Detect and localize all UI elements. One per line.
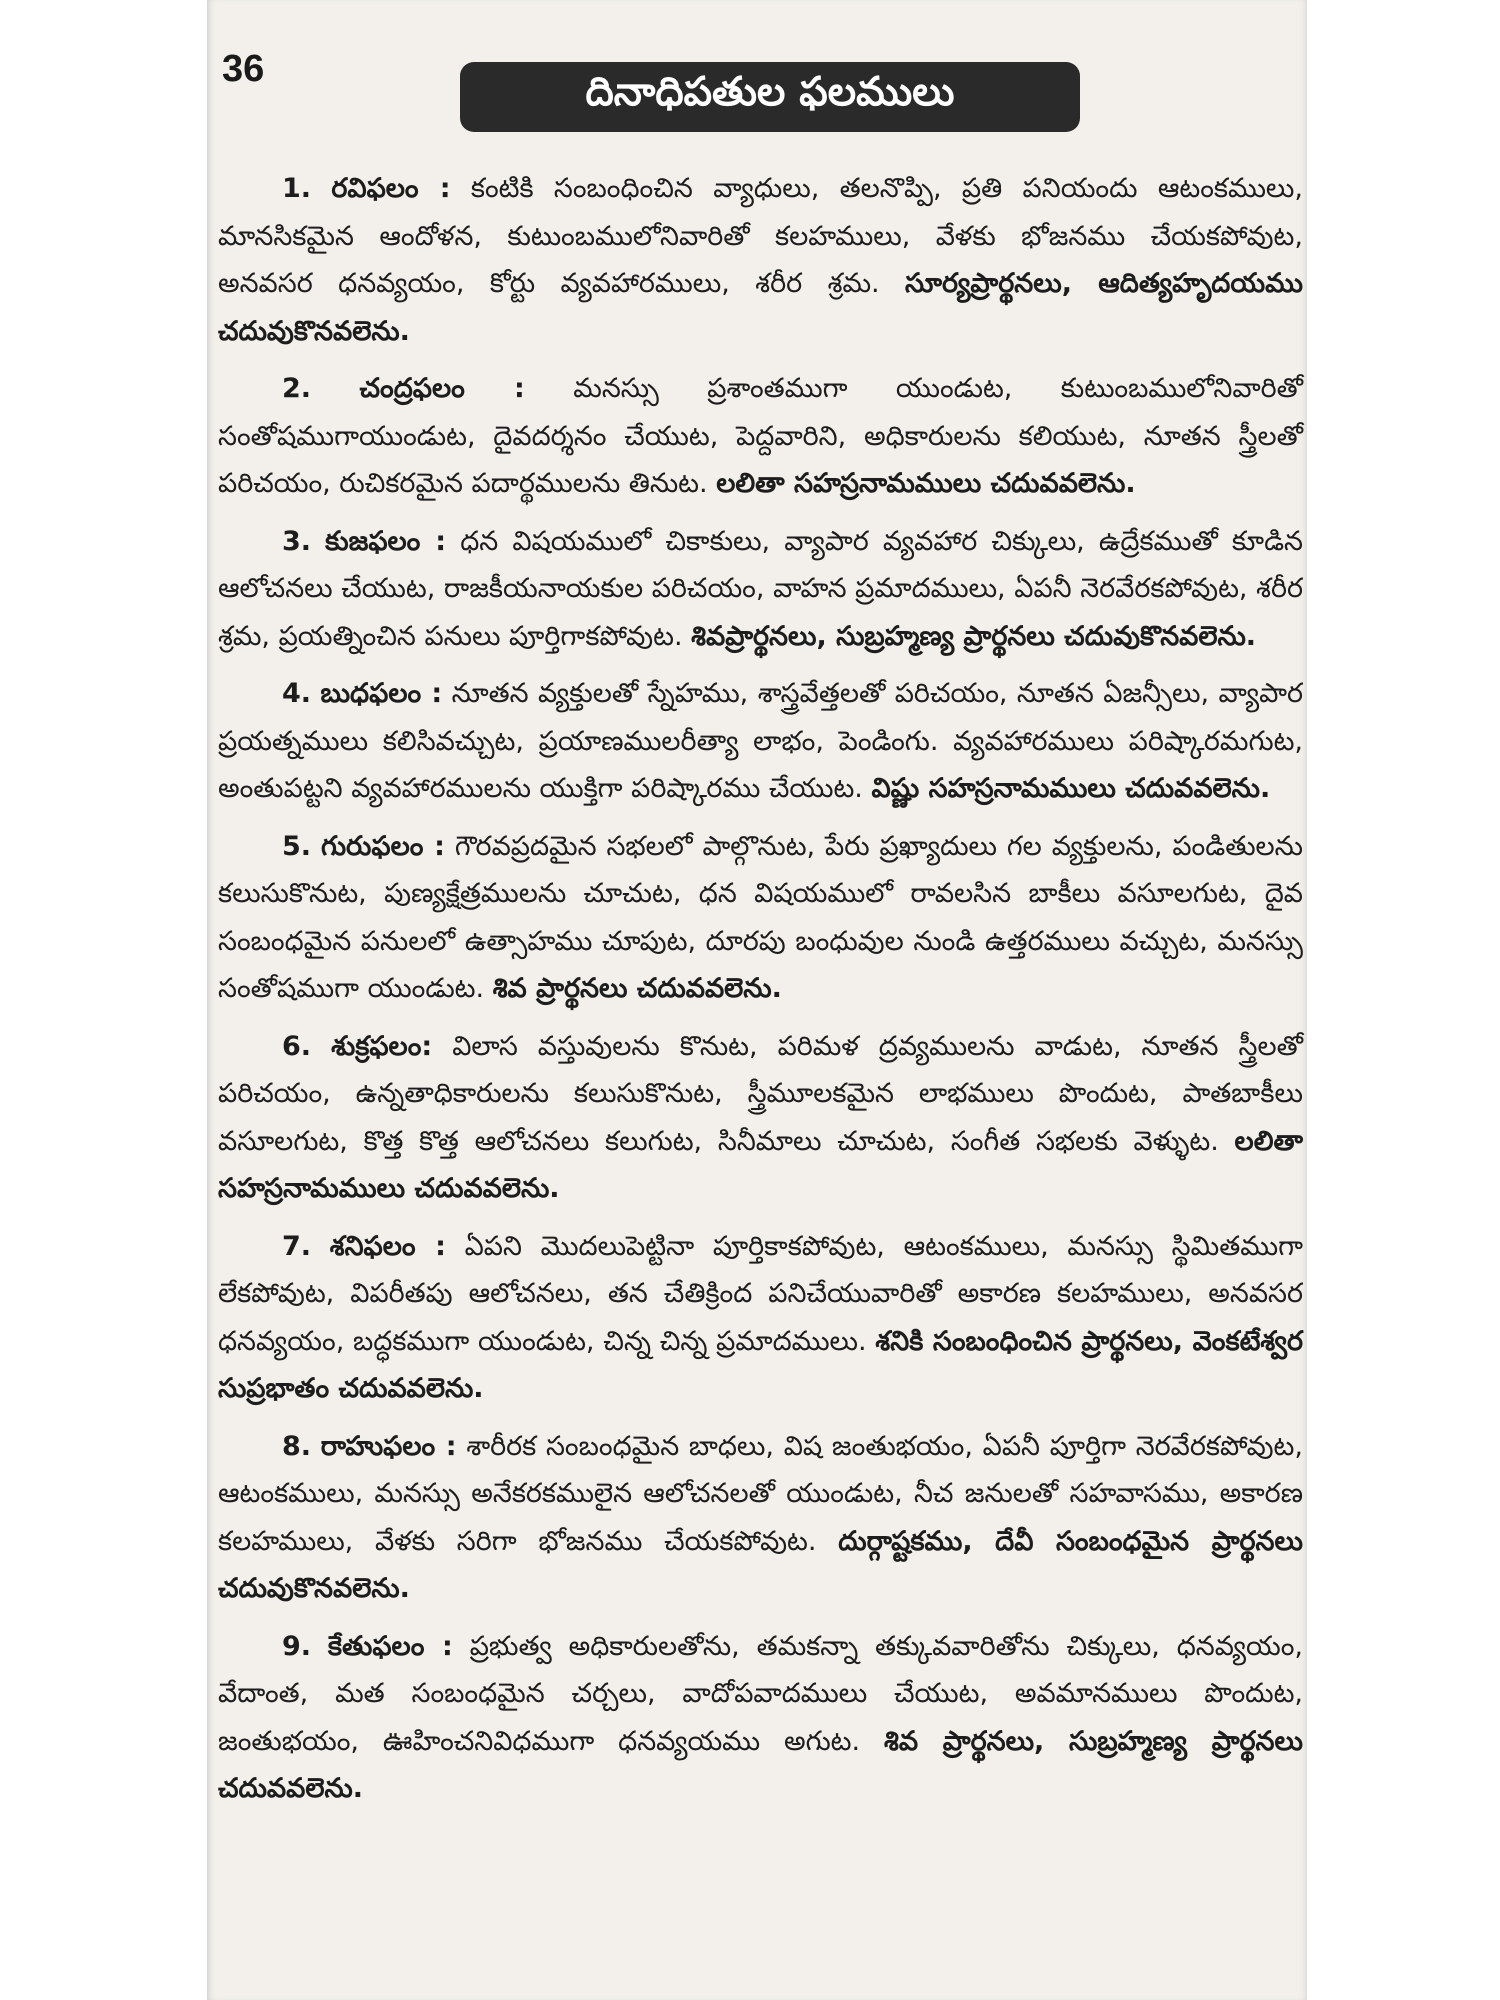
paragraph-text: నూతన వ్యక్తులతో స్నేహము, శాస్త్రవేత్తలతో పరిచయం, నూతన ఏజన్సీలు, వ్యాపార ప్రయత్నములు కలిసివచ్చుట, ప్రయాణములరీత్యా లాభం, పెండింగు. వ్యవహారములు పరిష్కారమగుట, అంతుపట్టని వ్యవహారములను యుక్తిగా పరిష్కారము చేయుట.: [218, 678, 1303, 804]
paragraph-shukra: [218, 1023, 1303, 1213]
paragraph-number: 5.: [282, 830, 312, 862]
paragraph-number: 9.: [282, 1630, 312, 1662]
paragraph-text: విలాస వస్తువులను కొనుట, పరిమళ ద్రవ్యములను వాడుట, నూతన స్త్రీలతో పరిచయం, ఉన్నతాధికారులను కలుసుకొనుట, స్త్రీమూలకమైన లాభములు పొందుట, పాతబాకీలు వసూలగుట, కొత్త కొత్త ఆలోచనలు కలుగుట, సినీమాలు చూచుట, సంగీత సభలకు వెళ్ళుట.: [218, 1030, 1303, 1157]
paragraph-number: 4.: [282, 678, 312, 709]
paragraph-remedy: సూర్యప్రార్థనలు, ఆదిత్యహృదయము చదువుకొనవలెను.: [218, 268, 1303, 347]
paragraph-heading: శనిఫలం :: [329, 1230, 446, 1262]
paragraph-remedy: శనికి సంబంధించిన ప్రార్థనలు, వెంకటేశ్వర సుప్రభాతం చదువవలెను.: [218, 1325, 1303, 1404]
paragraph-number: 8.: [282, 1430, 312, 1462]
paragraph-text: ఏపని మొదలుపెట్టినా పూర్తికాకపోవుట, ఆటంకములు, మనస్సు స్థిమితముగా లేకపోవుట, విపరీతపు ఆలోచనలు, తన చేతిక్రింద పనిచేయువారితో అకారణ కలహములు, అనవసర ధనవ్యయం, బద్ధకముగా యుండుట, చిన్న చిన్న ప్రమాదములు.: [218, 1230, 1303, 1357]
paragraph-number: 1.: [282, 173, 312, 204]
paragraph-heading: బుధఫలం :: [320, 678, 443, 709]
paragraph-ketu: [218, 1623, 1303, 1813]
paragraph-kuja: [218, 518, 1303, 661]
paragraph-heading: కుజఫలం :: [325, 525, 447, 557]
paragraph-remedy: శివప్రార్థనలు, సుబ్రహ్మణ్య ప్రార్థనలు చదువుకొనవలెను.: [691, 620, 1257, 652]
paragraph-remedy: శివ ప్రార్థనలు చదువవలెను.: [492, 973, 782, 1004]
paragraph-number: 7.: [282, 1230, 312, 1262]
paragraph-text: ధన విషయములో చికాకులు, వ్యాపార వ్యవహార చిక్కులు, ఉద్రేకముతో కూడిన ఆలోచనలు చేయుట, రాజకీయనాయకుల పరిచయం, వాహన ప్రమాదములు, ఏపనీ నెరవేరకపోవుట, శరీర శ్రమ, ప్రయత్నించిన పనులు పూర్తిగాకపోవుట.: [218, 525, 1303, 652]
paragraph-text: మనస్సు ప్రశాంతముగా యుండుట, కుటుంబములోనివారితో సంతోషముగాయుండుట, దైవదర్శనం చేయుట, పెద్దవారిని, అధికారులను కలియుట, నూతన స్త్రీలతో పరిచయం, రుచికరమైన పదార్థములను తినుట.: [218, 373, 1304, 499]
page-number: 36: [222, 48, 265, 90]
paragraph-text: ప్రభుత్వ అధికారులతోను, తమకన్నా తక్కువవారితోను చిక్కులు, ధనవ్యయం, వేదాంత, మత సంబంధమైన చర్చలు, వాదోపవాదములు చేయుట, అవమానములు పొందుట, జంతుభయం, ఊహించనివిధముగా ధనవ్యయము అగుట.: [218, 1630, 1303, 1757]
paragraph-remedy: శివ ప్రార్థనలు, సుబ్రహ్మణ్య ప్రార్థనలు చదువవలెను.: [218, 1725, 1303, 1804]
paragraph-text: గౌరవప్రదమైన సభలలో పాల్గొనుట, పేరు ప్రఖ్యాదులు గల వ్యక్తులను, పండితులను కలుసుకొనుట, పుణ్యక్షేత్రములను చూచుట, ధన విషయములో రావలసిన బాకీలు వసూలగుట, దైవ సంబంధమైన పనులలో ఉత్సాహము చూపుట, దూరపు బంధువుల నుండి ఉత్తరములు వచ్చుట, మనస్సు సంతోషముగా యుండుట.: [218, 830, 1303, 1004]
paragraph-chandra: [218, 365, 1303, 508]
paragraph-heading: గురుఫలం :: [320, 830, 445, 862]
paragraph-heading: రవిఫలం :: [331, 173, 451, 204]
paragraph-heading: చంద్రఫలం :: [359, 373, 525, 404]
paragraph-shani: [218, 1223, 1303, 1413]
paragraph-remedy: విష్ణు సహస్రనామములు చదువవలెను.: [871, 773, 1271, 804]
paragraph-remedy: దుర్గాష్టకము, దేవీ సంబంధమైన ప్రార్థనలు చదువుకొనవలెను.: [218, 1525, 1303, 1604]
paragraph-heading: శుక్రఫలం:: [331, 1030, 433, 1062]
paragraph-guru: [218, 823, 1303, 1013]
paragraph-remedy: లలితా సహస్రనామములు చదువవలెను.: [218, 1125, 1303, 1204]
paragraph-heading: రాహుఫలం :: [320, 1430, 457, 1462]
paragraph-rahu: [218, 1423, 1303, 1613]
paragraph-number: 2.: [282, 373, 312, 404]
page-title: దినాధిపతుల ఫలములు: [460, 62, 1080, 132]
paragraph-text: శారీరక సంబంధమైన బాధలు, విష జంతుభయం, ఏపనీ పూర్తిగా నెరవేరకపోవుట, ఆటంకములు, మనస్సు అనేకరకములైన ఆలోచనలతో యుండుట, నీచ జనులతో సహవాసము, అకారణ కలహములు, వేళకు సరిగా భోజనము చేయకపోవుట.: [218, 1430, 1303, 1557]
paragraph-remedy: లలితా సహస్రనామములు చదువవలెను.: [716, 468, 1136, 499]
paragraph-heading: కేతుఫలం :: [327, 1630, 453, 1662]
paragraph-budha: [218, 670, 1303, 813]
paragraph-number: 6.: [282, 1030, 312, 1062]
paragraph-ravi: [218, 165, 1303, 355]
paragraph-text: కంటికి సంబంధించిన వ్యాధులు, తలనొప్పి, ప్రతి పనియందు ఆటంకములు, మానసికమైన ఆందోళన, కుటుంబములోనివారితో కలహములు, వేళకు భోజనము చేయకపోవుట, అనవసర ధనవ్యయం, కోర్టు వ్యవహారములు, శరీర శ్రమ.: [218, 173, 1303, 299]
body-text: [218, 165, 1303, 1823]
paragraph-number: 3.: [282, 525, 312, 557]
